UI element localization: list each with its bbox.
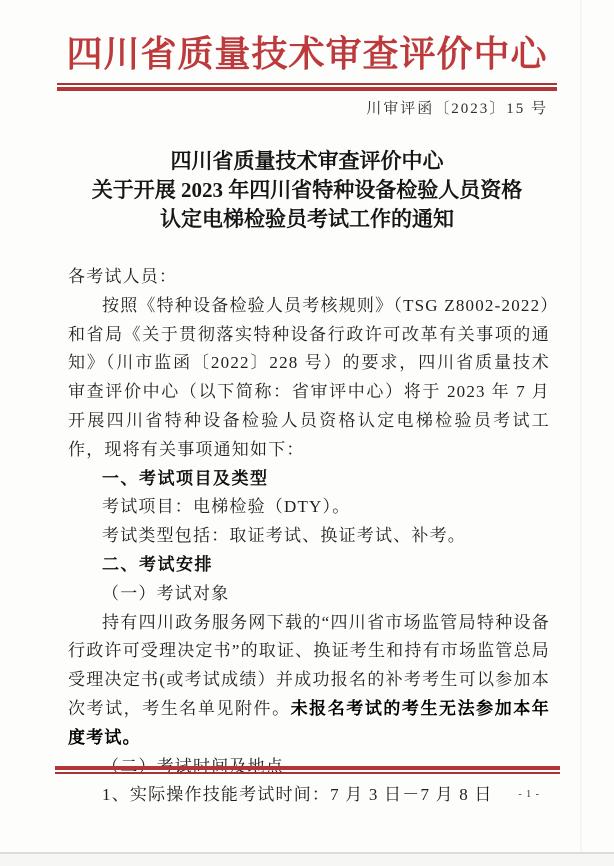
document-title [0, 147, 614, 234]
paragraph-indent: 按照《特种设备检验人员考核规则》（TSG Z8002-2022）和省局《关于贯彻落实特种设备行政许可改革有关事项的通知》（川市监函〔2022〕228 号）的要求，四川省质量技术审查评价中心（以下简称：省审评中心）将于 2023 年 7 月开展四川省特种设备检验人员资格认定电梯检验员考试工作，现将有关事项通知如下： [68, 295, 550, 459]
document-title-line1: 四川省质量技术审查评价中心 [170, 149, 444, 173]
paragraph-indent: 持有四川政务服务网下载的“四川省市场监管局特种设备行政许可受理决定书”的取证、换证考生和持有市场监管总局受理决定书(或考试成绩）并成功报名的补考考生可以参加本次考试，考生名单见附件。未报名考试的考生无法参加本年度考试。 [68, 612, 550, 747]
scan-edge-artifact [0, 852, 614, 866]
letterhead-divider [57, 83, 557, 91]
paragraph-heading: 二、考试安排 [102, 554, 213, 574]
paragraph-indent: 考试项目：电梯检验（DTY）。 [102, 497, 351, 517]
paragraph-salutation: 各考试人员： [68, 267, 178, 286]
divider-thick-line [57, 87, 557, 91]
letterhead-org-title: 四川省质量技术审查评价中心 [66, 34, 548, 74]
page-number: - 1 - [518, 789, 540, 800]
footer-divider [55, 766, 560, 774]
body-paragraphs [68, 263, 550, 810]
paragraph-subheading: （一）考试对象 [102, 583, 230, 603]
bold-emphasis: 未报名考试的考生无法参加本年度考试。 [68, 698, 550, 747]
document-reference-number: 川审评函〔2023〕15 号 [366, 101, 548, 117]
scan-seam-artifact [580, 0, 582, 852]
document-title-line2: 关于开展 2023 年四川省特种设备检验人员资格 [91, 178, 523, 202]
document-title-line3: 认定电梯检验员考试工作的通知 [160, 207, 454, 231]
paragraph-indent: 1、实际操作技能考试时间：7 月 3 日－7 月 8 日 [102, 785, 493, 805]
divider-thin-line [57, 83, 557, 85]
paragraph-heading: 一、考试项目及类型 [102, 468, 269, 488]
paragraph-indent: 考试类型包括：取证考试、换证考试、补考。 [102, 526, 466, 546]
divider-thin-line [55, 772, 560, 774]
divider-thick-line [55, 766, 560, 770]
